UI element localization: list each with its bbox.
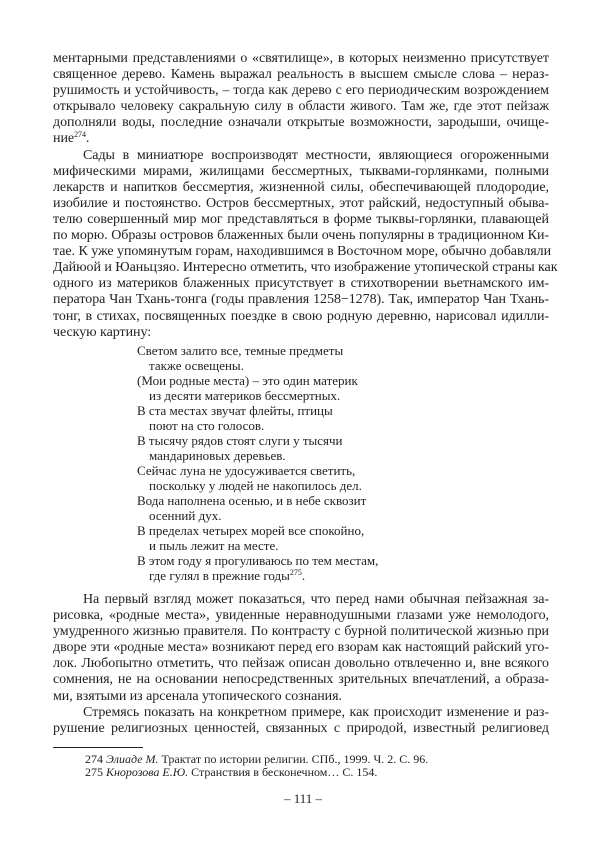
text-line: телю совершенный мир мог представляться в форме тыквы-горлянки, плавающей (53, 211, 549, 227)
text-line: одного из материков блаженных присутствует в стихотворении вьетнамского им- (53, 276, 549, 292)
text-line: по морю. Образы островов блаженных были очень популярны в традиционном Ки- (53, 228, 549, 244)
poem-line: поют на сто голосов. (149, 417, 265, 433)
poem-line: В этом году я прогуливаюсь по тем местам, (137, 553, 379, 568)
footnote-author: Кнорозова Е.Ю. (106, 764, 189, 779)
poem-line: (Мои родные места) – это один материк (137, 373, 358, 388)
poem-stanza (137, 494, 378, 523)
text-fragment: . (301, 567, 306, 583)
text-line: умудренного жизнью правителя. По контрасту с бурной политической жизнью при (53, 624, 549, 640)
footnote-ref-275[interactable]: 275 (289, 567, 302, 577)
footnote-text: Странствия в бесконечном… С. 154. (188, 764, 378, 779)
poem-stanza (137, 554, 378, 583)
text-line: рушение религиозных ценностей, связанных с природой, известный религиовед (53, 720, 549, 736)
page-number: – 111 – (283, 791, 323, 806)
poem-line (137, 569, 378, 584)
footnote-number: 275 (85, 764, 103, 779)
poem-line: мандариновых деревьев. (149, 447, 286, 463)
paragraph-3 (53, 592, 549, 705)
footnote-275 (85, 766, 428, 779)
poem-stanza (137, 374, 378, 403)
text-line: лок. Любопытно отметить, что пейзаж описан довольно отвлеченно и, вне всякого (53, 656, 549, 672)
text-line: тае. К уже упомянутым горам, находившимся в Восточном море, обычно добавляли (53, 244, 552, 260)
poem-line: осенний дух. (149, 507, 222, 523)
text-line: рисовка, «родные места», увиденные неравнодушными глазами уже немолодого, (53, 608, 549, 624)
poem-stanza (137, 524, 378, 553)
poem-line: Вода наполнена осенью, и в небе сквозит (137, 493, 367, 508)
poem-line: Светом залито все, темные предметы (137, 343, 344, 358)
text-line (53, 131, 549, 147)
poem-line: и пыль лежит на месте. (149, 537, 279, 553)
text-fragment: . (85, 131, 90, 147)
text-line: дворе эти «родные места» возникают перед его взорам как настоящий райский уго- (53, 640, 549, 656)
poem-line: В пределах четырех морей все спокойно, (137, 523, 365, 538)
text-fragment: ние (53, 131, 75, 147)
poem-line: В ста местах звучат флейты, птицы (137, 403, 333, 418)
poem-line: В тысячу рядов стоят слуги у тысячи (137, 433, 343, 448)
poem-stanza (137, 434, 378, 463)
poem-stanza (137, 344, 378, 373)
footnote-ref-274[interactable]: 274 (74, 130, 86, 140)
text-line: ператора Чан Тхань-тонга (годы правления 1258−1278). Так, император Чан Тхань- (53, 292, 549, 308)
text-line: Сады в миниатюре воспроизводят местности, являющиеся огороженными (83, 147, 549, 163)
poem-line: из десяти материков бессмертных. (149, 387, 341, 403)
upper-text-block (53, 51, 558, 341)
text-line: дополняли воды, последние означали открытые возможности, зародыши, очище- (53, 115, 549, 131)
text-line: сомнения, не на основании непосредственных зрительных впечатлений, а образа- (53, 672, 549, 688)
text-line: лекарств и напитков бессмертия, жизненной силы, обеспечивающей плодородие, (53, 179, 549, 195)
poem-quote (137, 344, 378, 584)
paragraph-2 (53, 147, 558, 341)
footnote-separator (53, 747, 143, 748)
text-line: ческую картину: (53, 324, 152, 340)
text-line: Дайюой и Юаньцзяо. Интересно отметить, что изображение утопической страны как (53, 260, 558, 276)
poem-line: Сейчас луна не удосуживается светить, (137, 463, 356, 478)
text-line: Стремясь показать на конкретном примере, как происходит изменение и раз- (83, 704, 549, 720)
text-line: На первый взгляд может показаться, что перед нами обычная пейзажная за- (83, 592, 549, 607)
lower-text-block (53, 592, 549, 737)
poem-line: поскольку у людей не накопилось дел. (149, 477, 362, 493)
footnotes (85, 753, 428, 778)
text-line: ми, взятыми из арсенала утопического сознания. (53, 688, 342, 704)
footnote-author: Элиаде М. (106, 752, 159, 766)
poem-stanza (137, 464, 378, 493)
text-line: изобилие и постоянство. Остров бессмертных, этот райский, недоступный обыва- (53, 195, 549, 211)
paragraph-1 (53, 51, 549, 148)
poem-stanza (137, 404, 378, 433)
footnote-text: Трактат по истории религии. СПб., 1999. Ч. 2. С. 96. (158, 752, 429, 766)
text-line: открывало человеку сакральную силу в области живого. Там же, где этот пейзаж (53, 99, 549, 115)
footnote-number: 274 (85, 752, 103, 766)
text-line: мифическими мирами, жилищами бессмертных, тыквами-горлянками, полными (53, 163, 549, 179)
text-line: рушимость и устойчивость, – тогда как дерево с его периодическим возрождением (53, 83, 549, 99)
text-fragment: где гулял в прежние годы (149, 567, 290, 583)
poem-line: также освещены. (149, 357, 244, 373)
text-line: тонг, в стихах, посвященных поездке в свою родную деревню, нарисовал идилли- (53, 308, 549, 324)
text-line: священное дерево. Камень выражал реальность в высшем смысле слова – нераз- (53, 67, 549, 83)
text-line: ментарными представлениями о «святилище», в которых неизменно присутствует (53, 51, 549, 66)
paragraph-4 (53, 705, 549, 737)
